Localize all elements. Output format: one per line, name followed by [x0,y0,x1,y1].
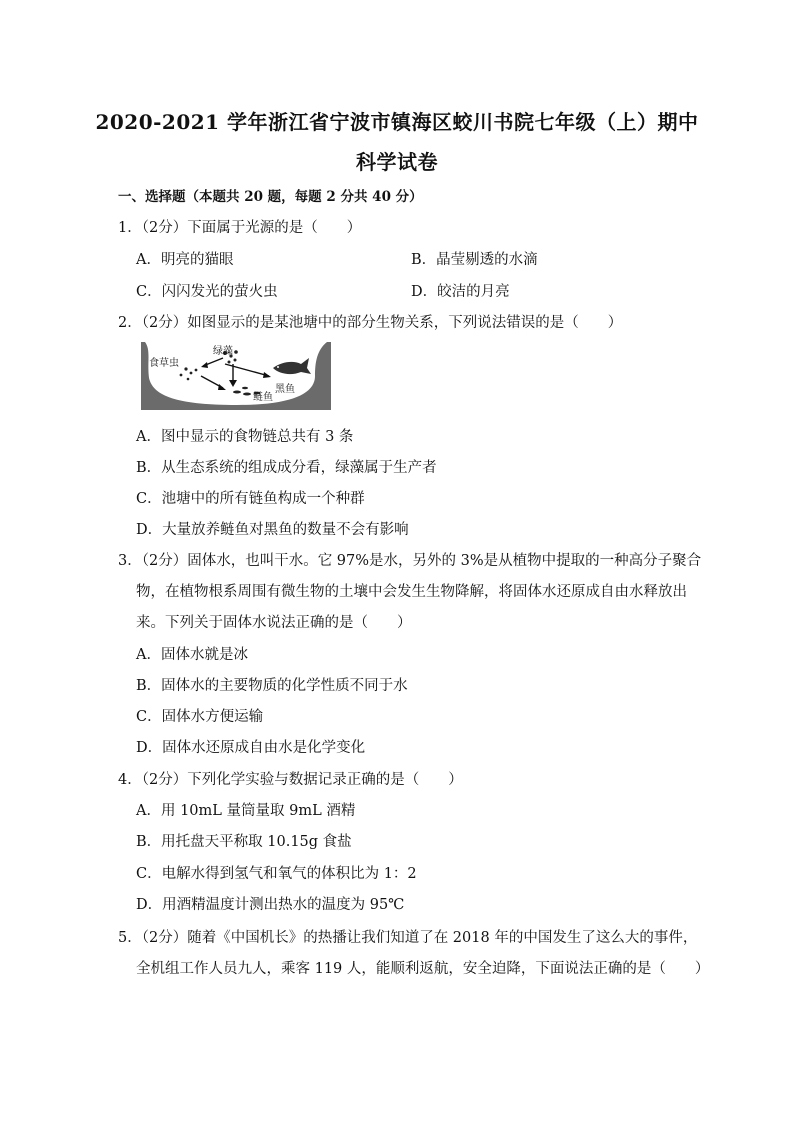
question-1-option-c: C．闪闪发光的萤火虫 [136,284,278,300]
label-herbivore-insect: 食草虫 [149,358,179,369]
question-2-option-b: B．从生态系统的组成成分看，绿藻属于生产者 [136,460,437,476]
question-3-option-b: B．固体水的主要物质的化学性质不同于水 [136,678,408,694]
question-5-stem-line1: 5．（2分）随着《中国机长》的热播让我们知道了在 2018 年的中国发生了这么大的事件， [118,930,698,946]
exam-title-line1: 2020-2021 学年浙江省宁波市镇海区蛟川书院七年级（上）期中 [95,110,699,134]
label-algae: 绿藻 [213,346,233,357]
question-1-option-d: D．皎洁的月亮 [411,284,510,300]
question-3-stem-line1: 3．（2分）固体水，也叫干水。它 97%是水，另外的 3%是从植物中提取的一种高分子聚合 [118,553,702,569]
question-2-option-d: D．大量放养鲢鱼对黑鱼的数量不会有影响 [136,522,409,538]
question-4-option-c: C．电解水得到氢气和氧气的体积比为 1：2 [136,866,417,882]
question-4-option-b: B．用托盘天平称取 10.15g 食盐 [136,834,352,850]
question-3-stem-line3: 来。下列关于固体水说法正确的是（ ） [136,615,412,631]
question-1-stem: 1．（2分）下面属于光源的是（ ） [118,220,362,236]
question-3-option-d: D．固体水还原成自由水是化学变化 [136,740,366,756]
question-1-option-b: B．晶莹剔透的水滴 [411,252,538,268]
label-silver-carp: 鲢鱼 [253,392,273,403]
question-2-option-c: C．池塘中的所有链鱼构成一个种群 [136,491,365,507]
question-2-stem: 2．（2分）如图显示的是某池塘中的部分生物关系，下列说法错误的是（ ） [118,315,623,331]
question-4-option-a: A．用 10mL 量筒量取 9mL 酒精 [136,803,356,819]
label-black-fish: 黑鱼 [275,384,295,395]
exam-title-line2: 科学试卷 [356,150,438,174]
pond-food-web-figure [141,342,331,410]
question-1-option-a: A．明亮的猫眼 [136,252,234,268]
question-3-option-a: A．固体水就是冰 [136,647,248,663]
question-2-option-a: A．图中显示的食物链总共有 3 条 [136,429,354,445]
question-3-option-c: C．固体水方便运输 [136,709,264,725]
question-3-stem-line2: 物，在植物根系周围有微生物的土壤中会发生生物降解，将固体水还原成自由水释放出 [136,584,687,600]
question-5-stem-line2: 全机组工作人员九人，乘客 119 人，能顺利返航，安全迫降，下面说法正确的是（ ） [136,961,710,977]
question-4-option-d: D．用酒精温度计测出热水的温度为 95℃ [136,897,405,913]
section-heading: 一、选择题（本题共 20 题，每题 2 分共 40 分） [118,189,423,205]
question-4-stem: 4．（2分）下列化学实验与数据记录正确的是（ ） [118,772,463,788]
